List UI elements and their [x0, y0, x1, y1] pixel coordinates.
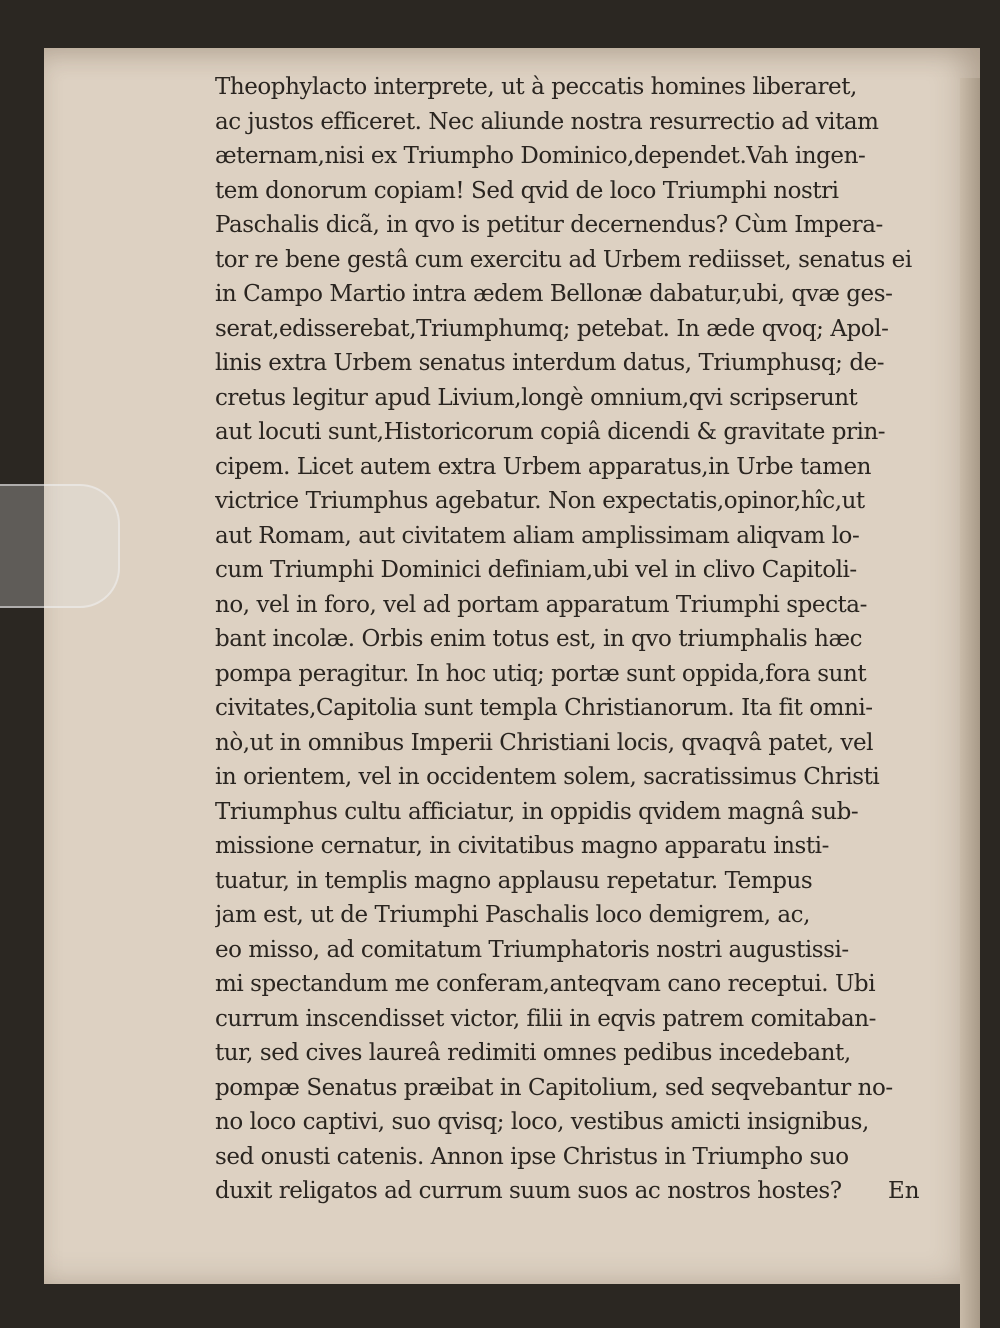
plastic-clip [0, 484, 120, 608]
text-line: duxit religatos ad currum suum suos ac nostros hostes? [215, 1178, 842, 1204]
text-line: Paschalis dicã, in qvo is petitur decernendus? Cùm Impera- [215, 212, 883, 238]
text-line: tor re bene gestâ cum exercitu ad Urbem rediisset, senatus ei [215, 246, 912, 273]
page-edge [960, 78, 980, 1328]
text-line: mi spectandum me conferam,anteqvam cano receptui. Ubi [215, 971, 876, 997]
text-line: pompa peragitur. In hoc utiq; portæ sunt oppida,fora sunt [215, 660, 867, 687]
text-line: cretus legitur apud Livium,longè omnium,qvi scripserunt [215, 384, 858, 411]
text-line: æternam,nisi ex Triumpho Dominico,dependet.Vah ingen- [215, 143, 866, 169]
text-line: sed onusti catenis. Annon ipse Christus in Triumpho suo [215, 1143, 849, 1170]
text-line: serat,edisserebat,Triumphumq; petebat. In æde qvoq; Apol- [215, 315, 889, 342]
text-line: tur, sed cives laureâ redimiti omnes pedibus incedebant, [215, 1040, 851, 1066]
text-line: in orientem, vel in occidentem solem, sacratissimus Christi [215, 764, 880, 790]
text-line: Triumphus cultu afficiatur, in oppidis qvidem magnâ sub- [215, 798, 859, 825]
text-line: no loco captivi, suo qvisq; loco, vestibus amicti insignibus, [215, 1109, 869, 1135]
text-line: civitates,Capitolia sunt templa Christianorum. Ita fit omni- [215, 695, 873, 721]
text-line: in Campo Martio intra ædem Bellonæ dabatur,ubi, qvæ ges- [215, 281, 893, 307]
text-line: pompæ Senatus præibat in Capitolium, sed seqvebantur no- [215, 1074, 893, 1101]
text-line: missione cernatur, in civitatibus magno apparatu insti- [215, 833, 829, 859]
text-line: tuatur, in templis magno applausu repetatur. Tempus [215, 867, 813, 894]
text-line: currum inscendisset victor, filii in eqvis patrem comitaban- [215, 1005, 876, 1032]
text-line: aut locuti sunt,Historicorum copiâ dicendi & gravitate prin- [215, 419, 886, 445]
text-line: linis extra Urbem senatus interdum datus, Triumphusq; de- [215, 350, 885, 376]
text-line: cum Triumphi Dominici definiam,ubi vel in clivo Capitoli- [215, 557, 857, 583]
text-line: bant incolæ. Orbis enim totus est, in qvo triumphalis hæc [215, 626, 863, 652]
body-text [215, 70, 935, 1209]
text-line: eo misso, ad comitatum Triumphatoris nostri augustissi- [215, 936, 849, 963]
text-line: victrice Triumphus agebatur. Non expectatis,opinor,hîc,ut [215, 488, 865, 514]
catchword: En [888, 1178, 920, 1204]
text-line: ac justos efficeret. Nec aliunde nostra resurrectio ad vitam [215, 108, 879, 135]
text-line: aut Romam, aut civitatem aliam amplissimam aliqvam lo- [215, 522, 860, 549]
text-line: jam est, ut de Triumphi Paschalis loco demigrem, ac, [215, 902, 810, 928]
text-line: no, vel in foro, vel ad portam apparatum Triumphi specta- [215, 591, 867, 618]
text-line: cipem. Licet autem extra Urbem apparatus,in Urbe tamen [215, 453, 871, 480]
text-line: Theophylacto interprete, ut à peccatis homines liberaret, [215, 74, 857, 100]
text-line: tem donorum copiam! Sed qvid de loco Triumphi nostri [215, 177, 839, 204]
text-line: nò,ut in omnibus Imperii Christiani locis, qvaqvâ patet, vel [215, 729, 874, 756]
